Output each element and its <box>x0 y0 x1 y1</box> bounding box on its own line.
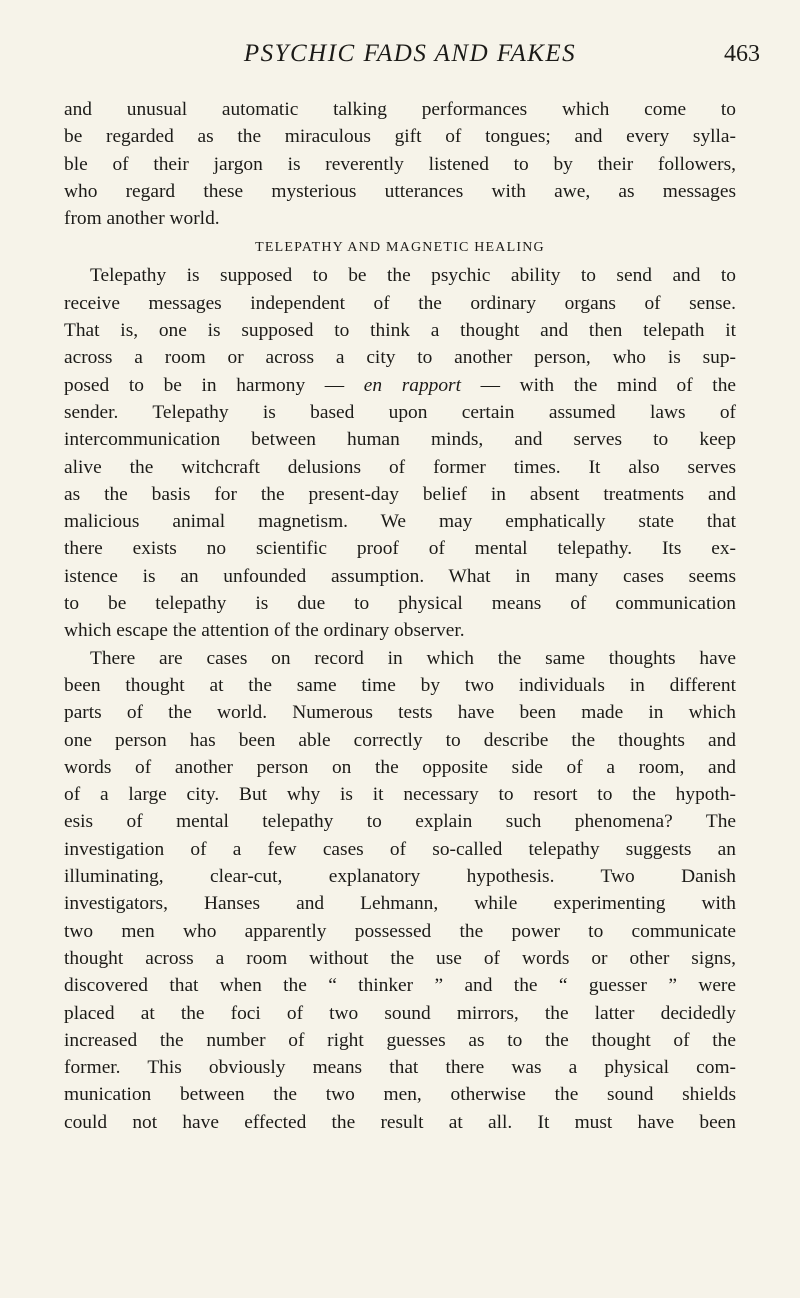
italic-phrase: en rapport <box>363 374 461 396</box>
text-line: two men who apparently possessed the power to communicate <box>64 920 736 942</box>
text-line: across a room or across a city to another person, who is sup- <box>64 347 736 369</box>
body-text <box>64 96 736 1136</box>
text-line: istence is an unfounded assumption. What in many cases seems <box>64 565 736 587</box>
section-heading: TELEPATHY AND MAGNETIC HEALING <box>255 240 545 256</box>
text-line: malicious animal magnetism. We may emphatically state that <box>64 511 736 533</box>
text-line: been thought at the same time by two individuals in different <box>64 674 736 696</box>
page-number: 463 <box>724 41 760 67</box>
running-title: PSYCHIC FADS AND FAKES <box>243 40 577 67</box>
text-line: could not have effected the result at all. It must have been <box>64 1111 736 1133</box>
text-line: and unusual automatic talking performances which come to <box>64 99 736 120</box>
text-line: from another world. <box>64 208 220 230</box>
text-line: There are cases on record in which the same thoughts have <box>90 647 736 669</box>
text-line: there exists no scientific proof of mental telepathy. Its ex- <box>64 538 736 560</box>
text-line: intercommunication between human minds, and serves to keep <box>64 429 736 451</box>
text-line: investigation of a few cases of so-called telepathy suggests an <box>64 838 736 860</box>
text-line: which escape the attention of the ordinary observer. <box>64 620 465 642</box>
text-line: sender. Telepathy is based upon certain assumed laws of <box>64 401 736 423</box>
text-line: increased the number of right guesses as to the thought of the <box>64 1029 736 1051</box>
text-line: alive the witchcraft delusions of former times. It also serves <box>64 456 736 478</box>
text-line: That is, one is supposed to think a thought and then telepath it <box>64 320 736 342</box>
text-fragment: — with the mind of the <box>460 374 736 396</box>
text-line: to be telepathy is due to physical means of communication <box>64 593 736 615</box>
text-line: ble of their jargon is reverently listened to by their followers, <box>64 153 736 175</box>
text-line: illuminating, clear-cut, explanatory hypothesis. Two Danish <box>64 866 736 888</box>
text-line: who regard these mysterious utterances with awe, as messages <box>64 180 736 202</box>
running-head <box>60 36 760 72</box>
text-line: former. This obviously means that there was a physical com- <box>64 1057 736 1079</box>
text-line: one person has been able correctly to describe the thoughts and <box>64 729 736 751</box>
text-line: munication between the two men, otherwise the sound shields <box>64 1084 736 1106</box>
text-line <box>64 372 736 399</box>
text-line: investigators, Hanses and Lehmann, while experimenting with <box>64 893 736 915</box>
text-line: receive messages independent of the ordinary organs of sense. <box>64 292 736 314</box>
text-line: esis of mental telepathy to explain such phenomena? The <box>64 811 736 833</box>
text-line: parts of the world. Numerous tests have been made in which <box>64 702 736 724</box>
text-line: Telepathy is supposed to be the psychic ability to send and to <box>90 265 736 287</box>
text-line: discovered that when the “ thinker ” and the “ guesser ” were <box>64 975 736 997</box>
text-line: as the basis for the present-day belief in absent treatments and <box>64 483 736 505</box>
text-fragment: posed to be in harmony — <box>64 374 364 396</box>
text-line: words of another person on the opposite side of a room, and <box>64 756 736 778</box>
text-line: of a large city. But why is it necessary to resort to the hypoth- <box>64 784 736 806</box>
text-line: be regarded as the miraculous gift of tongues; and every sylla- <box>64 126 736 148</box>
text-line: placed at the foci of two sound mirrors, the latter decidedly <box>64 1002 736 1024</box>
text-line: thought across a room without the use of words or other signs, <box>64 947 736 969</box>
